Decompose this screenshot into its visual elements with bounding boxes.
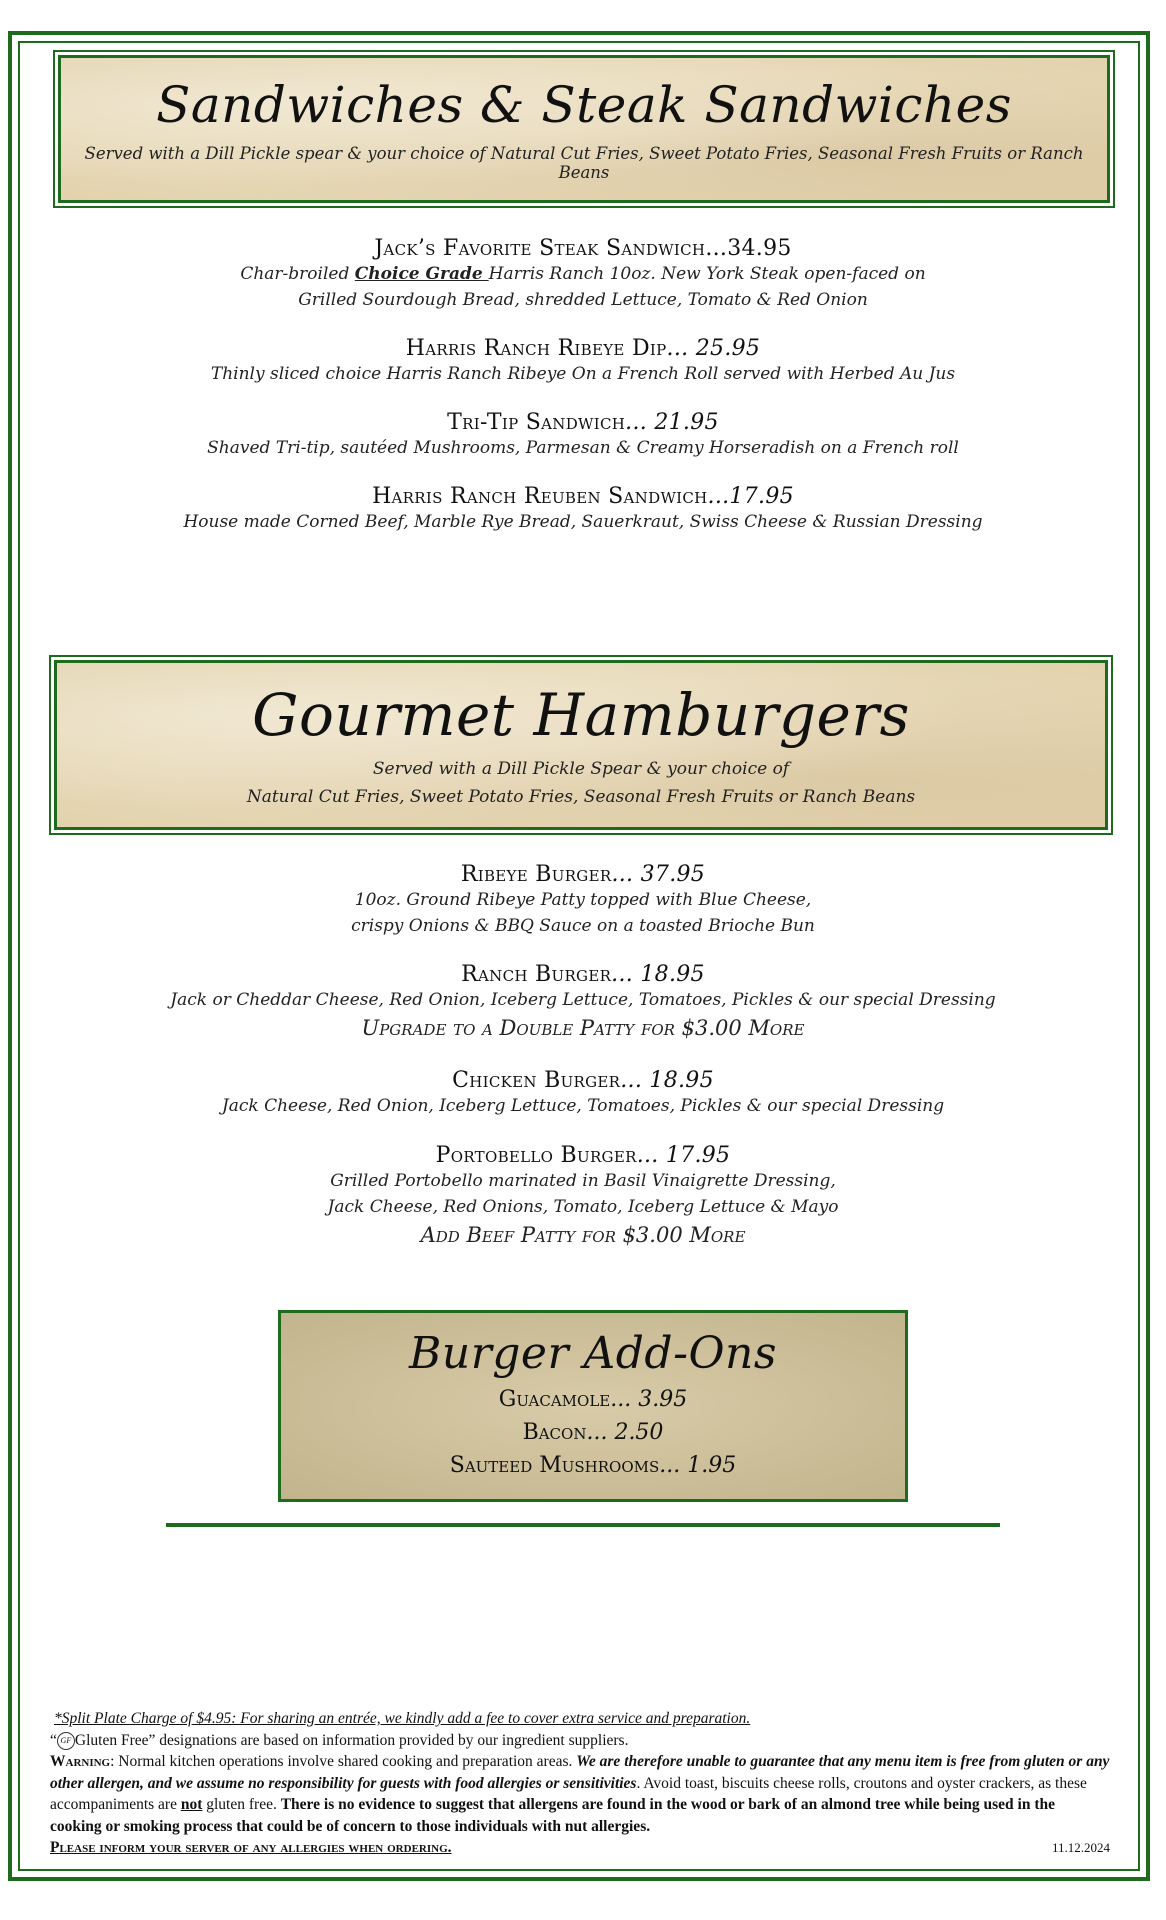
item-description: House made Corned Beef, Marble Rye Bread, Sauerkraut, Swiss Cheese & Russian Dressing bbox=[183, 512, 983, 532]
item-price: ... 25.95 bbox=[666, 336, 761, 361]
menu-item bbox=[60, 236, 1106, 313]
addons-title: Burger Add-Ons bbox=[409, 1328, 777, 1379]
avoid-text: Avoid toast, biscuits cheese rolls, croutons and oyster crackers, as these accompaniments are bbox=[50, 1774, 1087, 1813]
sandwiches-title: Sandwiches & Steak Sandwiches bbox=[156, 76, 1012, 134]
item-price: ... 17.95 bbox=[636, 1143, 731, 1168]
item-price: ...34.95 bbox=[705, 236, 792, 261]
menu-item bbox=[60, 484, 1106, 535]
item-description: Shaved Tri-tip, sautéed Mushrooms, Parmesan & Creamy Horseradish on a French roll bbox=[207, 438, 959, 458]
item-description: Grilled Sourdough Bread, shredded Lettuce, Tomato & Red Onion bbox=[298, 290, 868, 310]
item-name: Ranch Burger bbox=[461, 962, 612, 987]
allergen-disclaimer bbox=[50, 1708, 1110, 1859]
item-description: Jack or Cheddar Cheese, Red Onion, Iceberg Lettuce, Tomatoes, Pickles & our special Dressing bbox=[170, 990, 996, 1010]
desc-text: Harris Ranch 10oz. New York Steak open-faced on bbox=[488, 264, 926, 284]
item-price: ... 18.95 bbox=[620, 1068, 714, 1093]
addon-item bbox=[281, 1416, 905, 1449]
menu-item bbox=[60, 1068, 1106, 1119]
nut-allergy-note: There is no evidence to suggest that allergens are found in the wood or bark of an almond tree while being used in the cooking or smoking process that could be of concern to those individuals with nut allergies. bbox=[50, 1796, 1056, 1835]
item-price: ...17.95 bbox=[707, 484, 794, 509]
item-price: ... 18.95 bbox=[611, 962, 705, 987]
menu-item bbox=[60, 962, 1106, 1043]
item-description: Jack Cheese, Red Onions, Tomato, Iceberg Lettuce & Mayo bbox=[327, 1197, 839, 1217]
item-name: Harris Ranch Reuben Sandwich bbox=[372, 484, 708, 509]
desc-text: Char-broiled bbox=[240, 264, 355, 284]
revision-date: 11.12.2024 bbox=[1051, 1840, 1110, 1855]
item-description: Grilled Portobello marinated in Basil Vinaigrette Dressing, bbox=[330, 1171, 836, 1191]
menu-item bbox=[60, 410, 1106, 461]
addon-item bbox=[281, 1383, 905, 1416]
burgers-subtitle-line: Served with a Dill Pickle Spear & your choice of bbox=[372, 759, 790, 779]
warning-note bbox=[50, 1751, 1110, 1837]
addon-name: Sauteed Mushrooms bbox=[449, 1453, 660, 1478]
burgers-banner bbox=[54, 660, 1108, 830]
item-name: Tri-Tip Sandwich bbox=[447, 410, 626, 435]
menu-item bbox=[60, 336, 1106, 387]
addon-price: ... 2.50 bbox=[586, 1420, 664, 1445]
inform-server-note bbox=[50, 1837, 1110, 1859]
burgers-subtitle-line: Natural Cut Fries, Sweet Potato Fries, Seasonal Fresh Fruits or Ranch Beans bbox=[246, 787, 916, 807]
item-description: Jack Cheese, Red Onion, Iceberg Lettuce, Tomatoes, Pickles & our special Dressing bbox=[221, 1096, 945, 1116]
item-description bbox=[60, 261, 1106, 287]
addon-price: ... 1.95 bbox=[659, 1453, 737, 1478]
split-plate-note: *Split Plate Charge of $4.95: For sharing an entrée, we kindly add a fee to cover extra service and preparation. bbox=[54, 1710, 751, 1727]
avoid-end: gluten free. bbox=[202, 1796, 281, 1813]
addon-price: ... 3.95 bbox=[610, 1387, 688, 1412]
item-title bbox=[60, 410, 1106, 435]
burgers-title: Gourmet Hamburgers bbox=[252, 681, 910, 749]
warning-bold: We are therefore unable to guarantee that any menu item is free from gluten or any other allergen, and we assume no responsibility for guests with food allergies or sensitivities bbox=[50, 1753, 1110, 1792]
warning-label: Warning bbox=[50, 1753, 111, 1770]
not-emphasis: not bbox=[180, 1796, 203, 1813]
item-description: crispy Onions & BBQ Sauce on a toasted Brioche Bun bbox=[351, 916, 815, 936]
addon-name: Guacamole bbox=[498, 1387, 611, 1412]
item-name: Jack’s Favorite Steak Sandwich bbox=[374, 236, 706, 261]
item-description: 10oz. Ground Ribeye Patty topped with Blue Cheese, bbox=[354, 890, 812, 910]
item-title bbox=[60, 1143, 1106, 1168]
item-price: ... 21.95 bbox=[625, 410, 719, 435]
item-title bbox=[60, 484, 1106, 509]
item-title bbox=[60, 862, 1106, 887]
warning-text: : Normal kitchen operations involve shared cooking and preparation areas. bbox=[110, 1753, 577, 1770]
addons-box bbox=[278, 1310, 908, 1502]
addon-name: Bacon bbox=[522, 1420, 587, 1445]
gluten-free-icon: GF bbox=[57, 1732, 75, 1750]
menu-item bbox=[60, 1143, 1106, 1250]
period: . bbox=[636, 1774, 641, 1792]
inform-text: Please inform your server of any allergies when ordering. bbox=[50, 1839, 452, 1856]
item-name: Portobello Burger bbox=[435, 1143, 637, 1168]
addon-item bbox=[281, 1449, 905, 1482]
sandwiches-subtitle: Served with a Dill Pickle spear & your choice of Natural Cut Fries, Sweet Potato Fries, Seasonal Fresh Fruits or Ranch Beans bbox=[84, 144, 1084, 182]
item-name: Chicken Burger bbox=[452, 1068, 621, 1093]
item-name: Ribeye Burger bbox=[460, 862, 612, 887]
sandwiches-banner bbox=[58, 55, 1110, 203]
gluten-free-note bbox=[50, 1730, 1110, 1752]
choice-grade-emphasis: Choice Grade bbox=[354, 264, 489, 284]
upgrade-note: Add Beef Patty for $3.00 More bbox=[420, 1223, 746, 1247]
upgrade-note: Upgrade to a Double Patty for $3.00 More bbox=[361, 1016, 805, 1040]
quote-mark: “ bbox=[50, 1731, 57, 1749]
item-description: Thinly sliced choice Harris Ranch Ribeye On a French Roll served with Herbed Au Jus bbox=[210, 364, 956, 384]
item-name: Harris Ranch Ribeye Dip bbox=[405, 336, 667, 361]
inner-border bbox=[18, 41, 1140, 1871]
divider-rule bbox=[166, 1523, 1000, 1527]
menu-item bbox=[60, 862, 1106, 939]
item-title bbox=[60, 336, 1106, 361]
item-title bbox=[60, 236, 1106, 261]
burgers-subtitle bbox=[57, 755, 1105, 811]
item-title bbox=[60, 1068, 1106, 1093]
item-price: ... 37.95 bbox=[611, 862, 706, 887]
gf-text: Gluten Free” designations are based on information provided by our ingredient suppliers. bbox=[74, 1731, 629, 1749]
item-title bbox=[60, 962, 1106, 987]
